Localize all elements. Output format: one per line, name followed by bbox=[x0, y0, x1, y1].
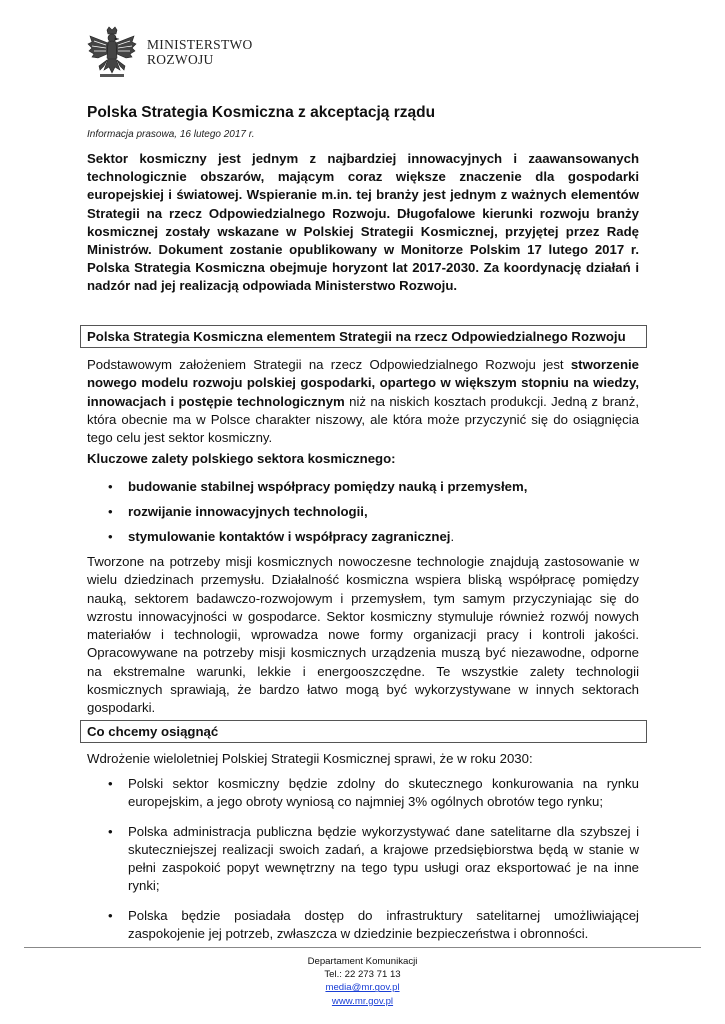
goals-list bbox=[87, 775, 639, 954]
list-item: • Polski sektor kosmiczny będzie zdolny do skutecznego konkurowania na rynku europejskim, a jego obroty wyniosą co najmniej 3% ogólnych obrotów tego rynku; bbox=[87, 775, 639, 812]
p1-part-b: stworzenie nowego modelu rozwoju polskiej gospodarki, opartego w większym stopniu na wiedzy, innowacjach i postępie technologicznym bbox=[87, 357, 639, 409]
list-item: • rozwijanie innowacyjnych technologii, bbox=[87, 503, 639, 521]
benefits-heading: Kluczowe zalety polskiego sektora kosmicznego: bbox=[87, 451, 396, 466]
benefits-list bbox=[87, 478, 639, 553]
org-line-1: MINISTERSTWO bbox=[147, 37, 253, 52]
org-line-2: ROZWOJU bbox=[147, 52, 214, 67]
ministry-logo-text bbox=[147, 37, 253, 67]
eagle-emblem-icon bbox=[86, 26, 138, 87]
footer-website-link[interactable]: www.mr.gov.pl bbox=[331, 995, 394, 1007]
footer-phone: Tel.: 22 273 71 13 bbox=[324, 969, 401, 981]
p1-part-a: Podstawowym założeniem Strategii na rzecz Odpowiedzialnego Rozwoju jest bbox=[87, 357, 571, 372]
footer-divider bbox=[24, 947, 701, 948]
p1-part-c: niż na niskich kosztach produkcji. Jedną z branż, która obecnie ma w Polsce charakter niszowy, ale która może przyczynić się do osiągnięcia tego celu jest sektor kosmiczny. bbox=[87, 393, 640, 446]
list-item: • budowanie stabilnej współpracy pomiędzy nauką i przemysłem, bbox=[87, 478, 639, 496]
benefits-suffix: . bbox=[450, 529, 455, 544]
goals-intro: Wdrożenie wieloletniej Polskiej Strategii Kosmicznej sprawi, że w roku 2030: bbox=[87, 751, 533, 766]
list-item: • Polska administracja publiczna będzie wykorzystywać dane satelitarne dla szybszej i skuteczniejszej realizacji swoich zadań, a krajowe przedsiębiorstwa będą w stanie w pełni zaspokoić popyt wewnętrzny na tego typu usługi oraz eksportować je na inne rynki; bbox=[87, 823, 639, 896]
footer bbox=[0, 955, 725, 1008]
section-heading-strategy: Polska Strategia Kosmiczna elementem Strategii na rzecz Odpowiedzialnego Rozwoju bbox=[80, 325, 647, 348]
page-title: Polska Strategia Kosmiczna z akceptacją rządu bbox=[87, 104, 436, 121]
press-release-date: Informacja prasowa, 16 lutego 2017 r. bbox=[87, 129, 255, 140]
section-heading-goals: Co chcemy osiągnąć bbox=[80, 720, 647, 743]
section1-paragraph1 bbox=[87, 356, 639, 447]
footer-department: Departament Komunikacji bbox=[307, 956, 418, 967]
footer-email-link[interactable]: media@mr.gov.pl bbox=[325, 982, 400, 994]
list-item: • stymulowanie kontaktów i współpracy zagranicznej. bbox=[87, 528, 639, 546]
section1-paragraph2: Tworzone na potrzeby misji kosmicznych nowoczesne technologie znajdują zastosowanie w wielu dziedzinach przemysłu. Działalność kosmiczna wspiera bliską współpracę pomiędzy nauką, sektorem badawczo-rozwojowym i przemysłem, tym samym przyczyniając się do wzrostu innowacyjności w gospodarce. Sektor kosmiczny stymuluje również rozwój nowych materiałów i technologii, wprowadza nowe formy organizacji pracy i kontroli jakości. Opracowywane na potrzeby misji kosmicznych urządzenia muszą być niezawodne, odporne na ekstremalne warunki, lekkie i energooszczędne. Te wszystkie zalety technologii kosmicznych sprawiają, że bardzo łatwo mogą być wykorzystywane w innych sektorach gospodarki. bbox=[87, 554, 639, 716]
list-item: • Polska będzie posiadała dostęp do infrastruktury satelitarnej umożliwiającej zaspokojenie jej potrzeb, zwłaszcza w dziedzinie bezpieczeństwa i obronności. bbox=[87, 907, 639, 944]
lead-paragraph: Sektor kosmiczny jest jednym z najbardziej innowacyjnych i zaawansowanych technologicznie obszarów, mającym coraz większe znaczenie dla gospodarki europejskiej i światowej. Wspieranie m.in. tej branży jest jednym z ważnych elementów Strategii na rzecz Odpowiedzialnego Rozwoju. Długofalowe kierunki rozwoju branży kosmicznej zostały wskazane w Polskiej Strategii Kosmicznej, przyjętej przez Radę Ministrów. Dokument zostanie opublikowany w Monitorze Polskim 17 lutego 2017 r. Polska Strategia Kosmiczna obejmuje horyzont lat 2017-2030. Za koordynację działań i nadzór nad jej realizacją odpowiada Ministerstwo Rozwoju. bbox=[87, 151, 639, 294]
